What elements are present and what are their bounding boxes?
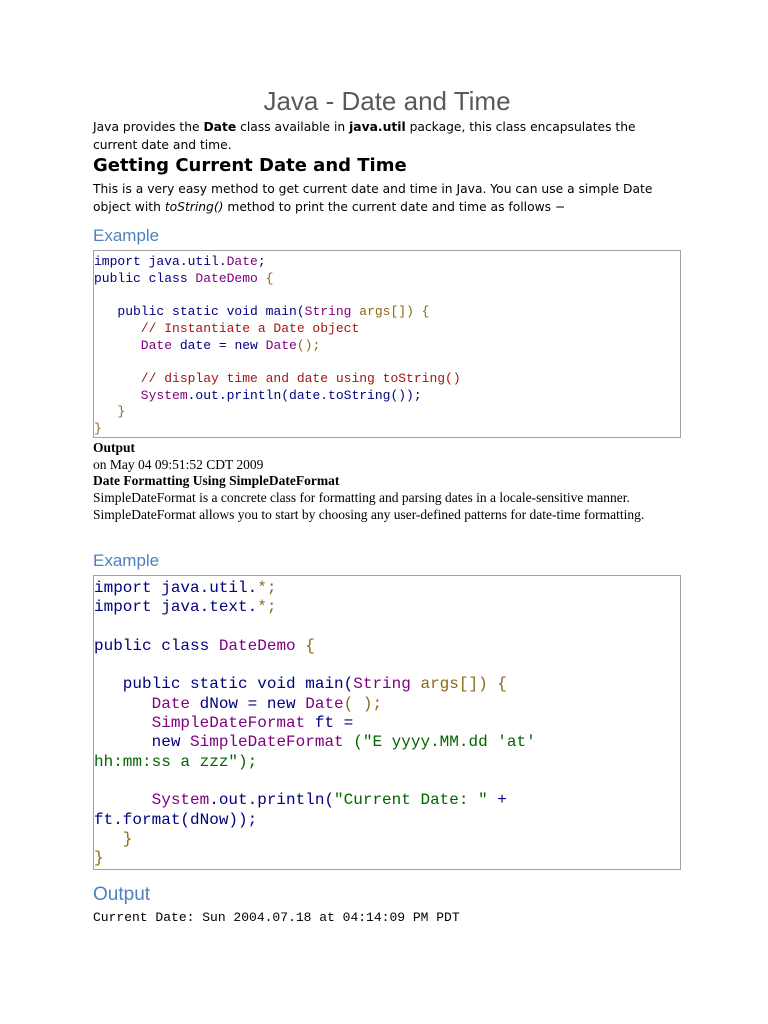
code-line: public class DateDemo { xyxy=(94,270,274,286)
section1-paragraph xyxy=(93,180,673,216)
code-line: } xyxy=(94,421,102,437)
output1-value: on May 04 09:51:52 CDT 2009 xyxy=(93,457,264,472)
code-line-blank xyxy=(94,656,680,675)
code-line: System.out.println(date.toString()); xyxy=(94,387,422,403)
section1-text: method to print the current date and time as follows − xyxy=(223,200,566,214)
code-line-blank xyxy=(94,772,680,791)
code-line: } xyxy=(94,404,126,420)
code-line: } xyxy=(94,849,104,868)
code-line-blank xyxy=(94,287,680,304)
intro-bold-package: java.util xyxy=(349,120,406,134)
section1-text: This is a very easy method to get current date and time in Java. You can use a simple Date object with xyxy=(93,182,653,214)
code-line: import java.text.*; xyxy=(94,598,277,617)
code-comment: // Instantiate a Date object xyxy=(94,320,360,336)
intro-text: Java provides the xyxy=(93,120,204,134)
code-line: new SimpleDateFormat ("E yyyy.MM.dd 'at' xyxy=(94,733,536,752)
section-heading-date-formatting: Date Formatting Using SimpleDateFormat xyxy=(93,473,340,488)
code-line: Date dNow = new Date( ); xyxy=(94,694,383,713)
code-line: import java.util.Date; xyxy=(94,254,266,269)
output1-label: Output xyxy=(93,440,136,455)
output2-value: Current Date: Sun 2004.07.18 at 04:14:09 PM PDT xyxy=(93,910,460,925)
code-line: public static void main(String args[]) { xyxy=(94,304,430,320)
code-line-blank xyxy=(94,354,680,371)
section1-italic: toString() xyxy=(164,200,224,214)
example2-heading: Example xyxy=(93,551,160,570)
code-block-1 xyxy=(93,250,681,438)
code-line: import java.util.*; xyxy=(94,579,277,597)
code-line: hh:mm:ss a zzz"); xyxy=(94,752,258,771)
code-block-2 xyxy=(93,575,681,870)
code-line: System.out.println("Current Date: " + xyxy=(94,791,507,810)
section-heading-current-date: Getting Current Date and Time xyxy=(93,155,407,176)
intro-text: class available in xyxy=(236,120,350,134)
code-line: ft.format(dNow)); xyxy=(94,810,258,829)
page-title: Java - Date and Time xyxy=(263,86,511,116)
example1-heading: Example xyxy=(93,226,160,245)
intro-text: package, this class encapsulates the current date and time. xyxy=(93,120,636,152)
intro-bold-date: Date xyxy=(203,120,237,134)
code-line-blank xyxy=(94,618,680,637)
code-line: public static void main(String args[]) { xyxy=(94,675,507,694)
code-comment: // display time and date using toString() xyxy=(94,370,461,386)
code-line: Date date = new Date(); xyxy=(94,337,321,353)
code-line: SimpleDateFormat ft = xyxy=(94,714,354,733)
output2-heading: Output xyxy=(93,884,151,905)
code-line: } xyxy=(94,829,133,848)
intro-paragraph xyxy=(93,118,653,154)
section2-paragraph: SimpleDateFormat is a concrete class for formatting and parsing dates in a locale-sensitive manner. SimpleDateFormat allows you to start by choosing any user-defined patterns for date-time formatting. xyxy=(93,490,645,522)
code-line: public class DateDemo { xyxy=(94,636,315,655)
